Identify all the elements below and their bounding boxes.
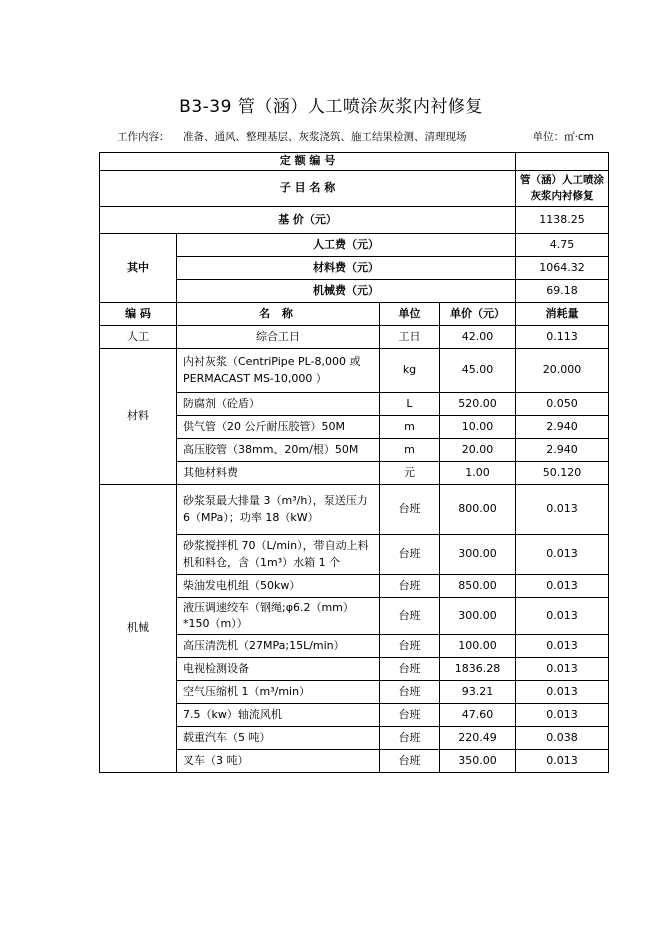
table-row [100,750,609,773]
item-price: 10.00 [440,416,516,439]
item-qty: 0.013 [516,681,609,704]
machine-fee-label: 机械费（元） [177,280,516,303]
item-unit: m [380,416,440,439]
material-fee-label: 材料费（元） [177,257,516,280]
item-unit: 台班 [380,681,440,704]
col-qty-header: 消耗量 [516,303,609,326]
item-unit: 台班 [380,658,440,681]
item-name: 内衬灰浆（CentriPipe PL-8,000 或 PERMACAST MS-10,000 ） [177,349,380,393]
labor-fee-label: 人工费（元） [177,234,516,257]
item-price: 93.21 [440,681,516,704]
machine-fee-value: 69.18 [516,280,609,303]
item-unit: 台班 [380,727,440,750]
item-qty: 0.013 [516,598,609,635]
item-name: 高压胶管（38mm、20m/根）50M [177,439,380,462]
item-qty: 0.013 [516,658,609,681]
item-qty: 0.013 [516,575,609,598]
item-name: 综合工日 [177,326,380,349]
item-unit: 台班 [380,598,440,635]
table-row [100,635,609,658]
item-qty: 2.940 [516,416,609,439]
item-qty: 20.000 [516,349,609,393]
item-price: 45.00 [440,349,516,393]
item-price: 300.00 [440,598,516,635]
quota-table [99,152,609,773]
item-name: 其他材料费 [177,462,380,485]
among-label: 其中 [100,234,177,303]
item-price: 1836.28 [440,658,516,681]
col-unit-header: 单位 [380,303,440,326]
item-price: 100.00 [440,635,516,658]
material-fee-value: 1064.32 [516,257,609,280]
item-name: 柴油发电机组（50kw） [177,575,380,598]
item-price: 520.00 [440,393,516,416]
item-unit: 台班 [380,575,440,598]
base-price-row [100,207,609,234]
item-name: 供气管（20 公斤耐压胶管）50M [177,416,380,439]
item-name: 液压调速绞车（钢绳;φ6.2（mm）*150（m）） [177,598,380,635]
item-price: 1.00 [440,462,516,485]
machine-fee-row [100,280,609,303]
materials-group-label: 材料 [100,349,177,485]
item-qty: 0.113 [516,326,609,349]
base-price-value: 1138.25 [516,207,609,234]
item-qty: 2.940 [516,439,609,462]
subitem-row [100,171,609,207]
item-name: 电视检测设备 [177,658,380,681]
item-qty: 0.013 [516,535,609,575]
item-unit: 台班 [380,635,440,658]
subitem-label: 子 目 名 称 [100,171,516,207]
table-row [100,393,609,416]
item-price: 220.49 [440,727,516,750]
col-code-header: 编 码 [100,303,177,326]
table-row [100,439,609,462]
table-row [100,681,609,704]
table-row [100,535,609,575]
base-price-label: 基 价（元） [100,207,516,234]
labor-fee-row [100,234,609,257]
item-qty: 0.050 [516,393,609,416]
table-row [100,727,609,750]
item-unit: 元 [380,462,440,485]
item-unit: 台班 [380,485,440,535]
column-header-row [100,303,609,326]
table-row [100,704,609,727]
item-unit: m [380,439,440,462]
labor-fee-value: 4.75 [516,234,609,257]
unit-label: 单位：㎡·cm [532,131,594,143]
item-price: 20.00 [440,439,516,462]
work-content-text: 准备、通风、整理基层、灰浆浇筑、施工结果检测、清理现场 [183,131,467,143]
quota-code-row [100,153,609,171]
subitem-value: 管（涵）人工喷涂灰浆内衬修复 [516,171,609,207]
item-unit: 台班 [380,704,440,727]
item-price: 350.00 [440,750,516,773]
item-price: 47.60 [440,704,516,727]
item-name: 高压清洗机（27MPa;15L/min） [177,635,380,658]
item-name: 叉车（3 吨） [177,750,380,773]
work-content-row [117,129,597,145]
item-name: 砂浆搅拌机 70（L/min），带自动上料机和料仓，含（1m³）水箱 1 个 [177,535,380,575]
item-qty: 50.120 [516,462,609,485]
item-name: 防腐剂（砼盾） [177,393,380,416]
item-unit: 工日 [380,326,440,349]
item-unit: 台班 [380,535,440,575]
item-qty: 0.013 [516,635,609,658]
item-price: 800.00 [440,485,516,535]
item-name: 7.5（kw）轴流风机 [177,704,380,727]
item-price: 850.00 [440,575,516,598]
item-name: 砂浆泵最大排量 3（m³/h），泵送压力 6（MPa）；功率 18（kW） [177,485,380,535]
item-price: 42.00 [440,326,516,349]
table-row [100,462,609,485]
table-row [100,575,609,598]
item-qty: 0.013 [516,704,609,727]
item-name: 空气压缩机 1（m³/min） [177,681,380,704]
table-row [100,349,609,393]
table-row [100,658,609,681]
quota-code-value [516,153,609,171]
page-title: B3-39 管（涵）人工喷涂灰浆内衬修复 [179,97,483,117]
machinery-group-label: 机械 [100,485,177,773]
work-content-label: 工作内容： [117,131,170,143]
item-unit: kg [380,349,440,393]
table-row [100,416,609,439]
item-qty: 0.013 [516,750,609,773]
item-unit: L [380,393,440,416]
material-fee-row [100,257,609,280]
item-qty: 0.013 [516,485,609,535]
item-name: 载重汽车（5 吨） [177,727,380,750]
labor-group-label: 人工 [100,326,177,349]
item-qty: 0.038 [516,727,609,750]
table-row [100,485,609,535]
table-row [100,598,609,635]
quota-code-label: 定 额 编 号 [100,153,516,171]
col-price-header: 单价（元） [440,303,516,326]
item-unit: 台班 [380,750,440,773]
table-row [100,326,609,349]
col-name-header: 名 称 [177,303,380,326]
item-price: 300.00 [440,535,516,575]
